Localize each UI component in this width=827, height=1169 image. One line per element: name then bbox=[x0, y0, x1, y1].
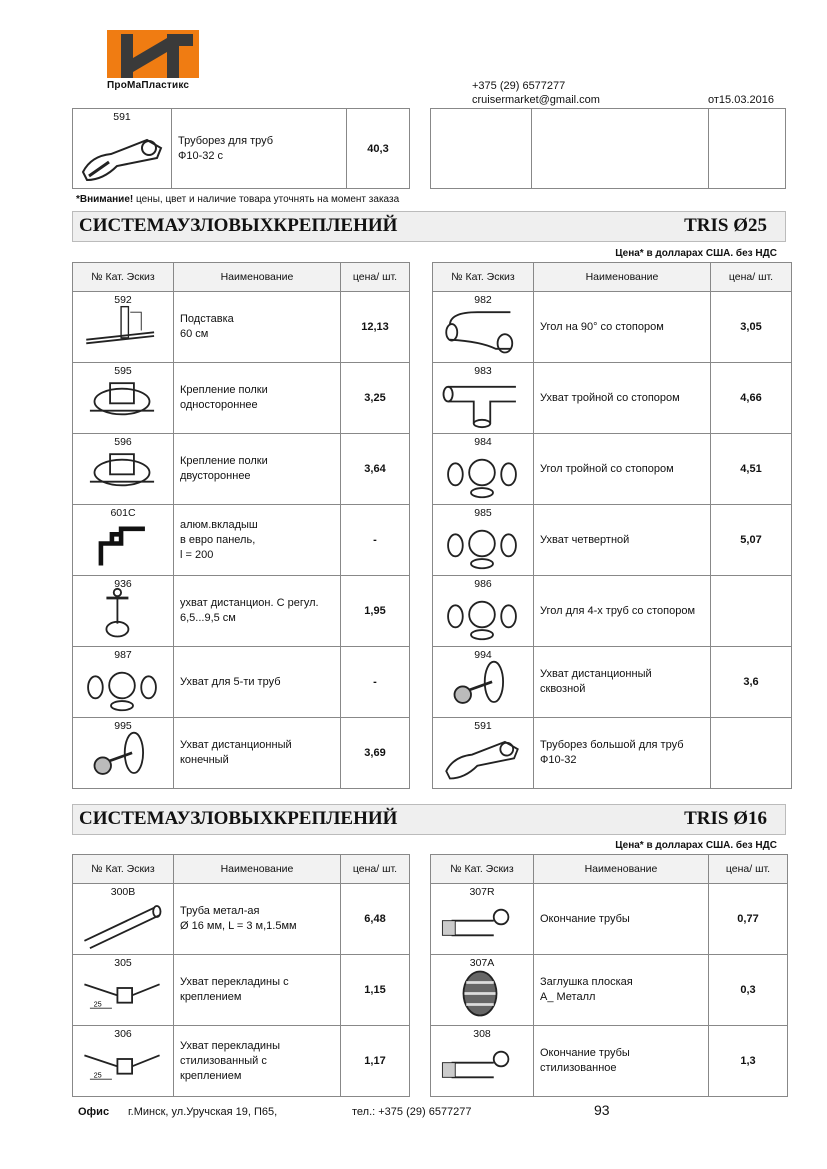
sketch-cell bbox=[431, 1026, 534, 1097]
name-line: в евро панель, bbox=[180, 533, 256, 546]
name-line: Ухват для 5-ти труб bbox=[180, 675, 281, 688]
sketch-cell bbox=[433, 647, 534, 718]
table-row bbox=[433, 434, 792, 505]
item-name bbox=[174, 1026, 341, 1097]
name-line: Ø 16 мм, L = 3 м,1.5мм bbox=[180, 920, 297, 932]
end-cap-icon bbox=[435, 895, 525, 950]
item-code: 591 bbox=[113, 111, 131, 123]
table-row bbox=[433, 363, 792, 434]
item-name bbox=[534, 647, 711, 718]
empty-cell bbox=[532, 109, 709, 189]
item-code: 986 bbox=[474, 578, 492, 590]
shelf-bracket-icon bbox=[77, 374, 167, 429]
item-name bbox=[534, 292, 711, 363]
table-row bbox=[433, 292, 792, 363]
sketch-cell bbox=[433, 505, 534, 576]
section1-left-table bbox=[72, 262, 410, 789]
rail-clamp-icon bbox=[77, 966, 167, 1021]
footer-office-label: Офис bbox=[78, 1106, 110, 1118]
item-code: 936 bbox=[114, 578, 132, 590]
item-code: 984 bbox=[474, 436, 492, 448]
name-line: Окончание трубы bbox=[540, 1047, 630, 1059]
pipe-cutter-icon bbox=[77, 126, 167, 184]
item-code: 591 bbox=[474, 720, 492, 732]
plug-icon bbox=[435, 966, 525, 1021]
item-code: 307R bbox=[469, 886, 495, 898]
table-row bbox=[73, 363, 410, 434]
item-price: 40,3 bbox=[347, 109, 410, 189]
item-name bbox=[534, 1026, 709, 1097]
item-name bbox=[174, 292, 341, 363]
table-row bbox=[433, 647, 792, 718]
item-name bbox=[174, 363, 341, 434]
name-line: ухват дистанцион. С регул. bbox=[180, 597, 319, 609]
table-row bbox=[433, 505, 792, 576]
name-line: Ухват дистанционный bbox=[180, 739, 292, 751]
name-line: Крепление полки bbox=[180, 455, 268, 467]
col-header-name: Наименование bbox=[174, 855, 341, 884]
contact-email: cruisermarket@gmail.com bbox=[472, 94, 600, 106]
item-price: 4,66 bbox=[711, 363, 792, 434]
table-row bbox=[433, 576, 792, 647]
item-price: - bbox=[341, 647, 410, 718]
sketch-cell bbox=[73, 109, 172, 189]
rod-holder-icon bbox=[77, 587, 167, 642]
item-price: 1,95 bbox=[341, 576, 410, 647]
table-row bbox=[73, 1026, 410, 1097]
item-name bbox=[174, 647, 341, 718]
item-price: 1,17 bbox=[341, 1026, 410, 1097]
section-label: TRIS Ø16 bbox=[684, 808, 767, 829]
name-line: 6,5...9,5 см bbox=[180, 612, 236, 624]
name-line: Окончание трубы bbox=[540, 912, 630, 925]
name-line: одностороннее bbox=[180, 399, 258, 411]
sketch-cell bbox=[73, 884, 174, 955]
name-line: сквозной bbox=[540, 683, 586, 695]
tube-icon bbox=[77, 895, 167, 950]
empty-cell bbox=[431, 109, 532, 189]
table-row bbox=[73, 576, 410, 647]
name-line: Труборез для труб bbox=[178, 134, 274, 147]
pipe-cutter-icon bbox=[437, 729, 527, 784]
sketch-cell bbox=[433, 434, 534, 505]
table-row bbox=[73, 292, 410, 363]
section1-right-table bbox=[432, 262, 792, 789]
item-code: 306 bbox=[114, 1028, 132, 1040]
item-price: 4,51 bbox=[711, 434, 792, 505]
sketch-cell bbox=[433, 292, 534, 363]
sketch-cell bbox=[73, 292, 174, 363]
distance-holder-icon bbox=[77, 729, 167, 784]
name-line: стилизованный с bbox=[180, 1054, 267, 1067]
item-code: 994 bbox=[474, 649, 492, 661]
cross-fitting-icon bbox=[437, 516, 527, 571]
name-line: алюм.вкладыш bbox=[180, 518, 258, 531]
item-name bbox=[174, 884, 341, 955]
table-row bbox=[431, 955, 788, 1026]
table-row bbox=[73, 434, 410, 505]
section-header-tris25 bbox=[72, 211, 786, 242]
item-name bbox=[174, 505, 341, 576]
item-price: 0,77 bbox=[709, 884, 788, 955]
table-row bbox=[433, 718, 792, 789]
item-code: 308 bbox=[473, 1028, 491, 1040]
name-line: Ухват четвертной bbox=[540, 533, 630, 546]
section-label: TRIS Ø25 bbox=[684, 215, 767, 236]
item-price bbox=[711, 718, 792, 789]
col-header-code: № Кат. Эскиз bbox=[73, 263, 174, 292]
cross-fitting-icon bbox=[437, 587, 527, 642]
cross-fitting-icon bbox=[437, 445, 527, 500]
empty-cell bbox=[709, 109, 786, 189]
svg-text:25: 25 bbox=[93, 999, 102, 1009]
section-header-tris16 bbox=[72, 804, 786, 835]
section-title: СИСТЕМАУЗЛОВЫХКРЕПЛЕНИЙ bbox=[79, 215, 398, 236]
contact-phone: +375 (29) 6577277 bbox=[472, 80, 566, 92]
name-line: Ф10-32 с bbox=[178, 149, 224, 162]
tee-fitting-icon bbox=[437, 374, 527, 429]
item-price: 3,69 bbox=[341, 718, 410, 789]
sketch-cell bbox=[73, 434, 174, 505]
item-name bbox=[534, 576, 711, 647]
item-name bbox=[174, 718, 341, 789]
table-row bbox=[73, 505, 410, 576]
section-title: СИСТЕМАУЗЛОВЫХКРЕПЛЕНИЙ bbox=[79, 808, 398, 829]
name-line: Ф10-32 bbox=[540, 754, 577, 766]
name-line: Ухват тройной со стопором bbox=[540, 391, 680, 404]
item-price: 3,6 bbox=[711, 647, 792, 718]
item-price: 3,25 bbox=[341, 363, 410, 434]
distance-holder-icon bbox=[437, 658, 527, 713]
company-logo bbox=[107, 30, 199, 78]
item-code: 307A bbox=[469, 957, 495, 969]
sketch-cell bbox=[73, 576, 174, 647]
item-name bbox=[174, 955, 341, 1026]
name-line: креплением bbox=[180, 991, 242, 1003]
item-price: - bbox=[341, 505, 410, 576]
item-price: 5,07 bbox=[711, 505, 792, 576]
table-row bbox=[73, 718, 410, 789]
col-header-name: Наименование bbox=[174, 263, 341, 292]
name-line: Ухват перекладины bbox=[180, 1039, 281, 1052]
col-header-price: цена/ шт. bbox=[711, 263, 792, 292]
name-line: креплением bbox=[180, 1069, 242, 1082]
item-code: 305 bbox=[114, 957, 132, 969]
name-line: 60 см bbox=[180, 328, 209, 340]
item-code: 595 bbox=[114, 365, 132, 377]
name-line: Угол на 90° со стопором bbox=[540, 320, 664, 333]
name-line: Ухват дистанционный bbox=[540, 668, 652, 680]
sketch-cell bbox=[73, 363, 174, 434]
name-line: Крепление полки bbox=[180, 384, 268, 396]
footer-address: г.Минск, ул.Уручская 19, П65, bbox=[128, 1106, 278, 1118]
table-row bbox=[431, 884, 788, 955]
item-name bbox=[534, 505, 711, 576]
item-name bbox=[534, 434, 711, 505]
name-line: двустороннее bbox=[180, 470, 251, 482]
name-line: Угол тройной со стопором bbox=[540, 462, 674, 475]
col-header-price: цена/ шт. bbox=[709, 855, 788, 884]
sketch-cell bbox=[433, 363, 534, 434]
item-code: 592 bbox=[114, 294, 132, 306]
price-note: Цена* в долларах США. без НДС bbox=[615, 248, 777, 259]
stand-icon bbox=[77, 303, 167, 358]
item-code: 982 bbox=[474, 294, 492, 306]
item-price: 1,3 bbox=[709, 1026, 788, 1097]
name-line: Заглушка плоская bbox=[540, 976, 633, 988]
name-line: А_ Металл bbox=[540, 991, 596, 1003]
name-line: Угол для 4-х труб со стопором bbox=[540, 604, 696, 617]
table-row bbox=[73, 884, 410, 955]
col-header-name: Наименование bbox=[534, 855, 709, 884]
table-row bbox=[73, 955, 410, 1026]
elbow-fitting-icon bbox=[437, 303, 527, 358]
item-code: 300B bbox=[110, 886, 136, 898]
col-header-code: № Кат. Эскиз bbox=[73, 855, 174, 884]
price-note: Цена* в долларах США. без НДС bbox=[615, 840, 777, 851]
name-line: l = 200 bbox=[180, 548, 214, 561]
sketch-cell bbox=[433, 576, 534, 647]
item-code: 995 bbox=[114, 720, 132, 732]
item-price: 3,05 bbox=[711, 292, 792, 363]
sketch-cell bbox=[431, 955, 534, 1026]
item-price: 3,64 bbox=[341, 434, 410, 505]
name-line: конечный bbox=[180, 754, 229, 766]
name-line: Подставка bbox=[180, 313, 234, 325]
item-code: 596 bbox=[114, 436, 132, 448]
page-number: 93 bbox=[594, 1102, 610, 1118]
company-name: ПроМаПластикс bbox=[107, 80, 190, 91]
warning-note: *Внимание! цены, цвет и наличие товара уточнять на момент заказа bbox=[76, 194, 400, 205]
section2-right-table bbox=[430, 854, 788, 1097]
end-cap-icon bbox=[435, 1037, 525, 1092]
profile-icon bbox=[77, 516, 167, 571]
item-code: 985 bbox=[474, 507, 492, 519]
footer-phone: тел.: +375 (29) 6577277 bbox=[352, 1106, 472, 1118]
sketch-cell bbox=[73, 1026, 174, 1097]
name-line: Труборез большой для труб bbox=[540, 739, 684, 751]
sketch-cell bbox=[73, 505, 174, 576]
item-price bbox=[711, 576, 792, 647]
empty-table bbox=[430, 108, 786, 189]
table-row bbox=[73, 647, 410, 718]
table-row bbox=[431, 1026, 788, 1097]
sketch-cell bbox=[73, 718, 174, 789]
item-name bbox=[174, 576, 341, 647]
col-header-name: Наименование bbox=[534, 263, 711, 292]
col-header-price: цена/ шт. bbox=[341, 855, 410, 884]
shelf-bracket-icon bbox=[77, 445, 167, 500]
item-code: 983 bbox=[474, 365, 492, 377]
item-price: 1,15 bbox=[341, 955, 410, 1026]
sketch-cell bbox=[431, 884, 534, 955]
svg-text:25: 25 bbox=[93, 1070, 102, 1080]
name-line: стилизованное bbox=[540, 1062, 617, 1074]
sketch-cell bbox=[433, 718, 534, 789]
item-name bbox=[534, 363, 711, 434]
sketch-cell bbox=[73, 955, 174, 1026]
item-name bbox=[534, 955, 709, 1026]
item-code: 987 bbox=[114, 649, 132, 661]
item-name bbox=[172, 109, 347, 189]
name-line: Ухват перекладины с bbox=[180, 976, 289, 988]
item-price: 6,48 bbox=[341, 884, 410, 955]
col-header-code: № Кат. Эскиз bbox=[433, 263, 534, 292]
item-name bbox=[534, 884, 709, 955]
top-item-table bbox=[72, 108, 410, 189]
rail-clamp-icon bbox=[77, 1037, 167, 1092]
item-price: 0,3 bbox=[709, 955, 788, 1026]
item-price: 12,13 bbox=[341, 292, 410, 363]
item-name bbox=[534, 718, 711, 789]
col-header-code: № Кат. Эскиз bbox=[431, 855, 534, 884]
name-line: Труба метал-ая bbox=[180, 905, 260, 917]
item-name bbox=[174, 434, 341, 505]
item-code: 601C bbox=[110, 507, 136, 519]
col-header-price: цена/ шт. bbox=[341, 263, 410, 292]
cross-fitting-icon bbox=[77, 658, 167, 713]
price-date: от15.03.2016 bbox=[708, 94, 774, 106]
section2-left-table bbox=[72, 854, 410, 1097]
sketch-cell bbox=[73, 647, 174, 718]
